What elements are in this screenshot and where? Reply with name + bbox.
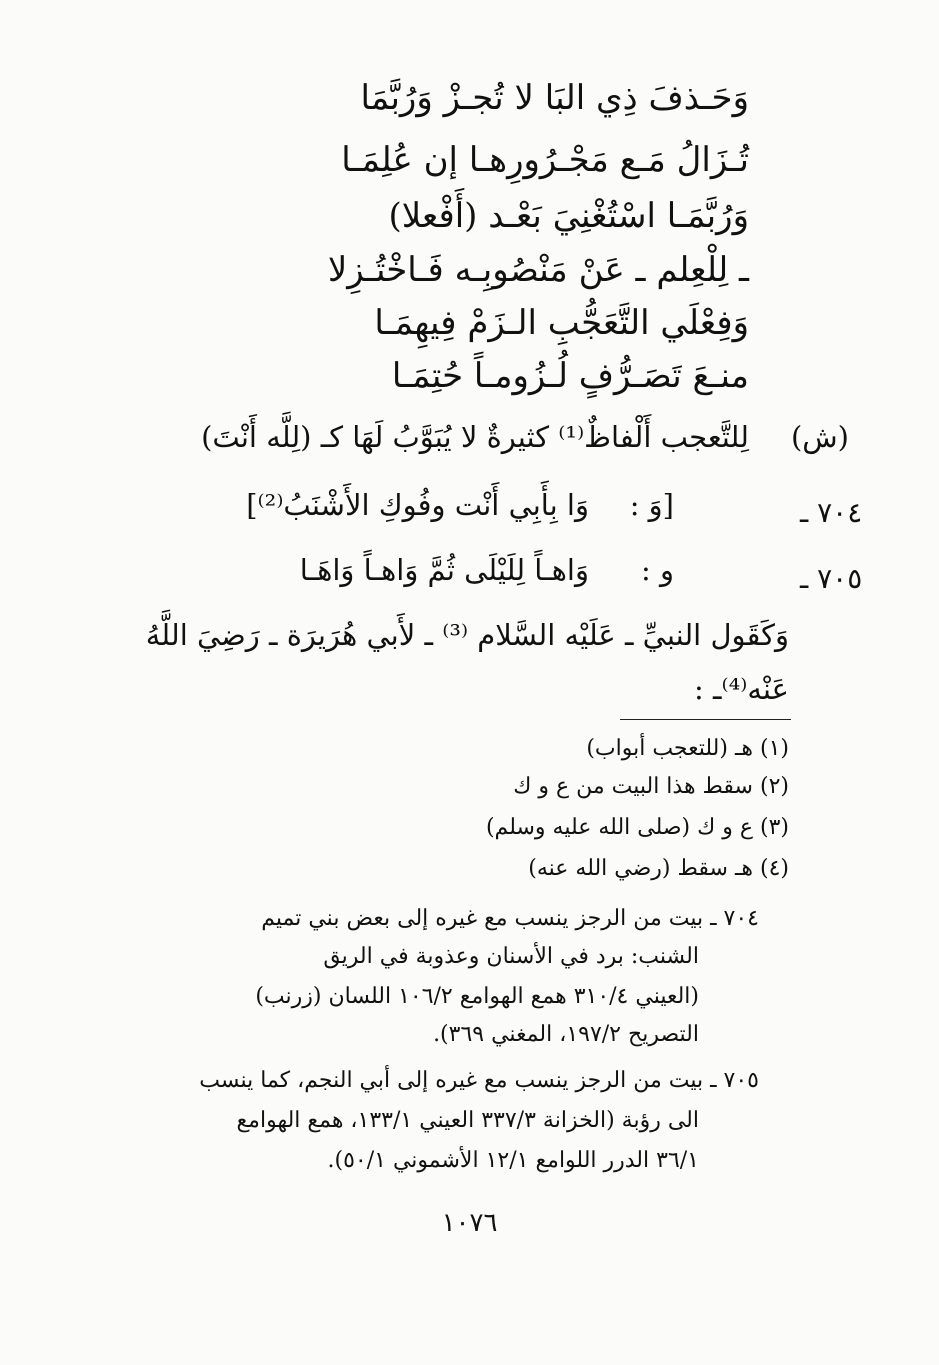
page-number: ١٠٧٦ — [441, 1208, 498, 1238]
sharh-text: لِلتَّعجب أَلْفاظٌ⁽¹⁾ كثيرةٌ لا يُبَوَّبُ لَهَا كـ (لِلَّه أَنْتَ) — [201, 420, 749, 454]
commentary-705-line-3: ٣٦/١ الدرر اللوامع ١٢/١ الأشموني ٥٠/١). — [327, 1148, 699, 1173]
footnote-1: (١) هـ (للتعجب أبواب) — [586, 736, 789, 761]
footnote-2: (٢) سقط هذا البيت من ع و ك — [513, 774, 789, 799]
poem-line-2: تُـزَالُ مَـع مَجْـرُورِهـا إن عُلِمَـا — [341, 140, 749, 180]
poem-line-5: وَفِعْلَي التَّعَجُّبِ الـزَمْ فِيهِمَـا — [374, 303, 749, 343]
verse-705-text: وَاهـاً لِلَيْلَى ثُمَّ وَاهـاً وَاهَـا — [299, 553, 589, 587]
poem-line-4: ـ لِلْعِلم ـ عَنْ مَنْصُوبِـه فَـاخْتُـزِلا — [327, 250, 749, 290]
poem-line-6: منـعَ تَصَـرُّفٍ لُـزُومـاً حُتِمَـا — [391, 356, 749, 396]
commentary-704-line-3: (العيني ٣١٠/٤ همع الهوامع ١٠٦/٢ اللسان (زرنب) — [255, 984, 699, 1009]
commentary-704-line-2: الشنب: برد في الأسنان وعذوبة في الريق — [323, 944, 699, 969]
footnote-separator — [620, 719, 791, 720]
commentary-704-line-1: ٧٠٤ ـ بيت من الرجز ينسب مع غيره إلى بعض بني تميم — [261, 906, 759, 931]
verse-number-704: ٧٠٤ ـ — [800, 496, 863, 529]
sharh-marker: (ش) — [790, 420, 849, 454]
verse-number-705: ٧٠٥ ـ — [800, 562, 863, 595]
paragraph-line-2: عَنْه⁽⁴⁾ـ : — [694, 672, 789, 706]
footnote-3: (٣) ع و ك (صلى الله عليه وسلم) — [485, 815, 789, 840]
poem-line-3: وَرُبَّمَـا اسْتُغْنِيَ بَعْـد (أَفْعلا) — [388, 196, 749, 236]
commentary-704-line-4: التصريح ١٩٧/٢، المغني ٣٦٩). — [433, 1022, 699, 1047]
footnote-4: (٤) هـ سقط (رضي الله عنه) — [528, 856, 789, 881]
verse-705-prefix: و : — [641, 553, 674, 587]
poem-line-1: وَحَـذفَ ذِي البَا لا تُجـزْ وَرُبَّمَا — [360, 78, 749, 118]
verse-704-prefix: [وَ : — [629, 488, 674, 522]
paragraph-line-1: وَكَقَول النبيِّ ـ عَلَيْه السَّلام ⁽³⁾ ـ لأَبي هُرَيرَة ـ رَضِيَ اللَّهُ — [145, 618, 789, 652]
commentary-705-line-2: الى رؤبة (الخزانة ٣٣٧/٣ العيني ١٣٣/١، همع الهوامع — [236, 1108, 699, 1133]
verse-704-text: وَا بِأَبِي أَنْت وفُوكِ الأَشْنَبُ⁽²⁾] — [246, 488, 589, 522]
commentary-705-line-1: ٧٠٥ ـ بيت من الرجز ينسب مع غيره إلى أبي النجم، كما ينسب — [199, 1068, 759, 1093]
